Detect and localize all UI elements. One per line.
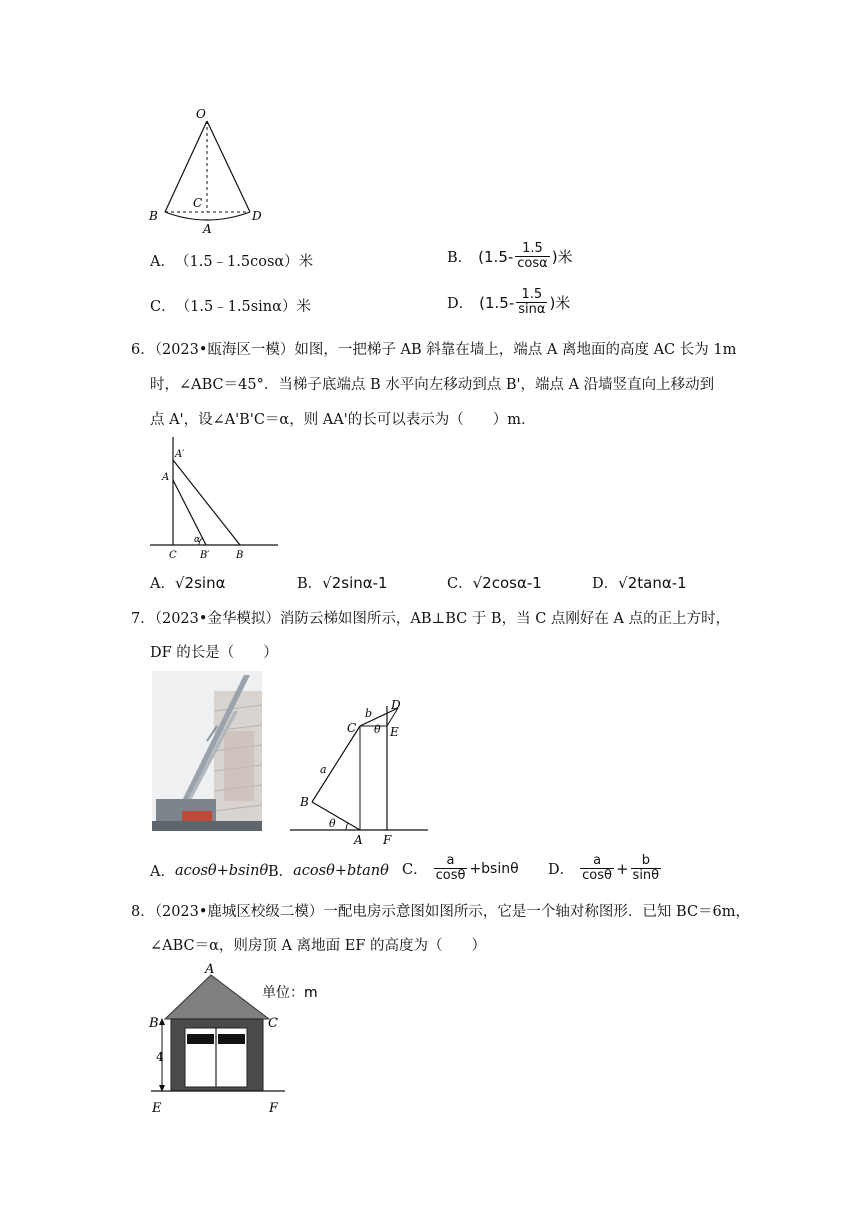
figure-cone — [140, 100, 280, 240]
q6-option-b-prefix: B． — [297, 576, 323, 592]
q5-option-a-text: （1.5﹣1.5cosα）米 — [174, 254, 314, 270]
figure-ladder — [145, 432, 285, 562]
q5-option-d-num: 1.5 — [521, 287, 543, 302]
label-theta: θ — [329, 817, 336, 830]
q7-option-d-num-2: b — [641, 853, 650, 868]
q5-option-b-den: cosα — [517, 256, 548, 271]
fire-ladder-photo — [152, 671, 262, 831]
q7-option-d — [548, 854, 663, 883]
q7-option-c-tail: +bsinθ — [469, 860, 519, 877]
label-C: C — [193, 196, 203, 210]
q7-option-c — [402, 854, 519, 883]
q5-option-d-fraction — [516, 288, 547, 317]
q7-option-c-den: cosθ — [435, 868, 466, 883]
q5-option-c-prefix: C． — [150, 299, 176, 315]
q6-option-c-expr: √2cosα-1 — [472, 573, 542, 592]
q8-line-2: ∠ABC＝α，则房顶 A 离地面 EF 的高度为（ ） — [150, 938, 486, 954]
label-A: A — [354, 833, 363, 846]
q6-option-a — [150, 572, 225, 593]
q7-option-d-prefix: D． — [548, 862, 575, 878]
q7-option-c-fraction — [434, 854, 468, 883]
label-B: B — [149, 209, 158, 223]
q5-option-b-num: 1.5 — [522, 241, 543, 256]
figure-fire-ladder — [290, 696, 430, 846]
q7-line-2: DF 的长是（ ） — [150, 645, 278, 661]
label-a: a — [320, 763, 327, 776]
q5-option-b-fraction — [515, 242, 549, 271]
q7-option-a-prefix: A． — [150, 864, 175, 880]
q5-option-c — [150, 295, 311, 316]
q5-option-b-open: (1.5- — [478, 247, 514, 266]
label-b: b — [365, 707, 373, 720]
q7-option-b-text: acosθ+btanθ — [293, 862, 389, 879]
label-A: A — [205, 962, 215, 977]
q6-option-b-expr: √2sinα-1 — [322, 573, 388, 592]
label-B: B — [300, 795, 309, 809]
q7-option-d-den-2: sinθ — [632, 868, 660, 883]
label-F: F — [383, 833, 392, 846]
label-B: B — [149, 1016, 159, 1031]
label-A: A — [162, 472, 170, 483]
q6-option-a-prefix: A． — [150, 576, 175, 592]
label-O: O — [196, 107, 206, 121]
q6-option-b — [297, 572, 388, 593]
q5-option-d-open: (1.5- — [479, 293, 515, 312]
q5-option-d — [447, 288, 570, 317]
q6-option-a-expr: √2sinα — [174, 573, 226, 592]
q5-option-b — [447, 242, 573, 271]
label-B: B — [236, 550, 244, 561]
label-C: C — [268, 1016, 278, 1031]
q7-option-d-fraction-2 — [631, 854, 662, 883]
q7-line-1: 7．（2023•金华模拟）消防云梯如图所示，AB⊥BC 于 B，当 C 点刚好在 A 点的正上方时， — [131, 611, 731, 627]
q6-line-2: 时，∠ABC＝45°．当梯子底端点 B 水平向左移动到点 B'，端点 A 沿墙竖直向上移动到 — [150, 377, 715, 393]
q7-option-d-den-1: cosθ — [582, 868, 612, 883]
label-theta-top: θ — [374, 723, 381, 736]
q7-option-c-prefix: C． — [402, 862, 428, 878]
q6-option-d-expr: √2tanα-1 — [618, 573, 687, 592]
q7-option-d-plus: + — [615, 859, 629, 878]
label-A: A — [203, 222, 212, 236]
q5-option-a — [150, 250, 313, 271]
q7-option-d-num-1: a — [593, 853, 602, 868]
label-alpha: α — [194, 535, 201, 545]
q8-line-1: 8．（2023•鹿城区校级二模）一配电房示意图如图所示，它是一个轴对称图形．已知 BC＝6m， — [131, 904, 751, 920]
q5-option-d-den: sinα — [518, 302, 546, 317]
q6-line-1: 6．（2023•瓯海区一模）如图，一把梯子 AB 斜靠在墙上，端点 A 离地面的高度 AC 长为 1m — [131, 342, 737, 358]
label-A-prime: A′ — [175, 449, 185, 460]
label-E: E — [152, 1101, 162, 1116]
q5-option-d-close: )米 — [549, 294, 571, 312]
q5-option-c-text: （1.5﹣1.5sinα）米 — [175, 299, 311, 315]
label-D: D — [391, 698, 401, 712]
q5-option-d-prefix: D． — [447, 296, 474, 312]
q7-option-b-prefix: B． — [268, 864, 294, 880]
figure-power-house — [145, 962, 345, 1122]
label-D: D — [252, 209, 262, 223]
q7-option-d-fraction-1 — [580, 854, 614, 883]
q5-option-b-close: )米 — [551, 248, 573, 266]
q6-option-c — [447, 572, 542, 593]
q6-line-3: 点 A'，设∠A'B'C＝α，则 AA'的长可以表示为（ ）m． — [150, 412, 536, 428]
label-four: 4 — [156, 1050, 164, 1064]
q6-option-d-prefix: D． — [592, 576, 619, 592]
q7-option-a-text: acosθ+bsinθ — [174, 862, 269, 879]
q5-option-b-prefix: B． — [447, 250, 473, 266]
q5-option-a-prefix: A． — [150, 254, 175, 270]
label-C: C — [169, 550, 177, 561]
q7-option-b — [268, 860, 389, 881]
label-unit: 单位：m — [262, 985, 318, 1001]
q6-option-d — [592, 572, 687, 593]
q6-option-c-prefix: C． — [447, 576, 473, 592]
q7-option-a — [150, 860, 268, 881]
label-C: C — [347, 721, 357, 735]
q7-option-c-num: a — [446, 853, 455, 868]
label-E: E — [390, 725, 399, 739]
label-F: F — [269, 1101, 279, 1116]
label-B-prime: B′ — [200, 550, 210, 561]
